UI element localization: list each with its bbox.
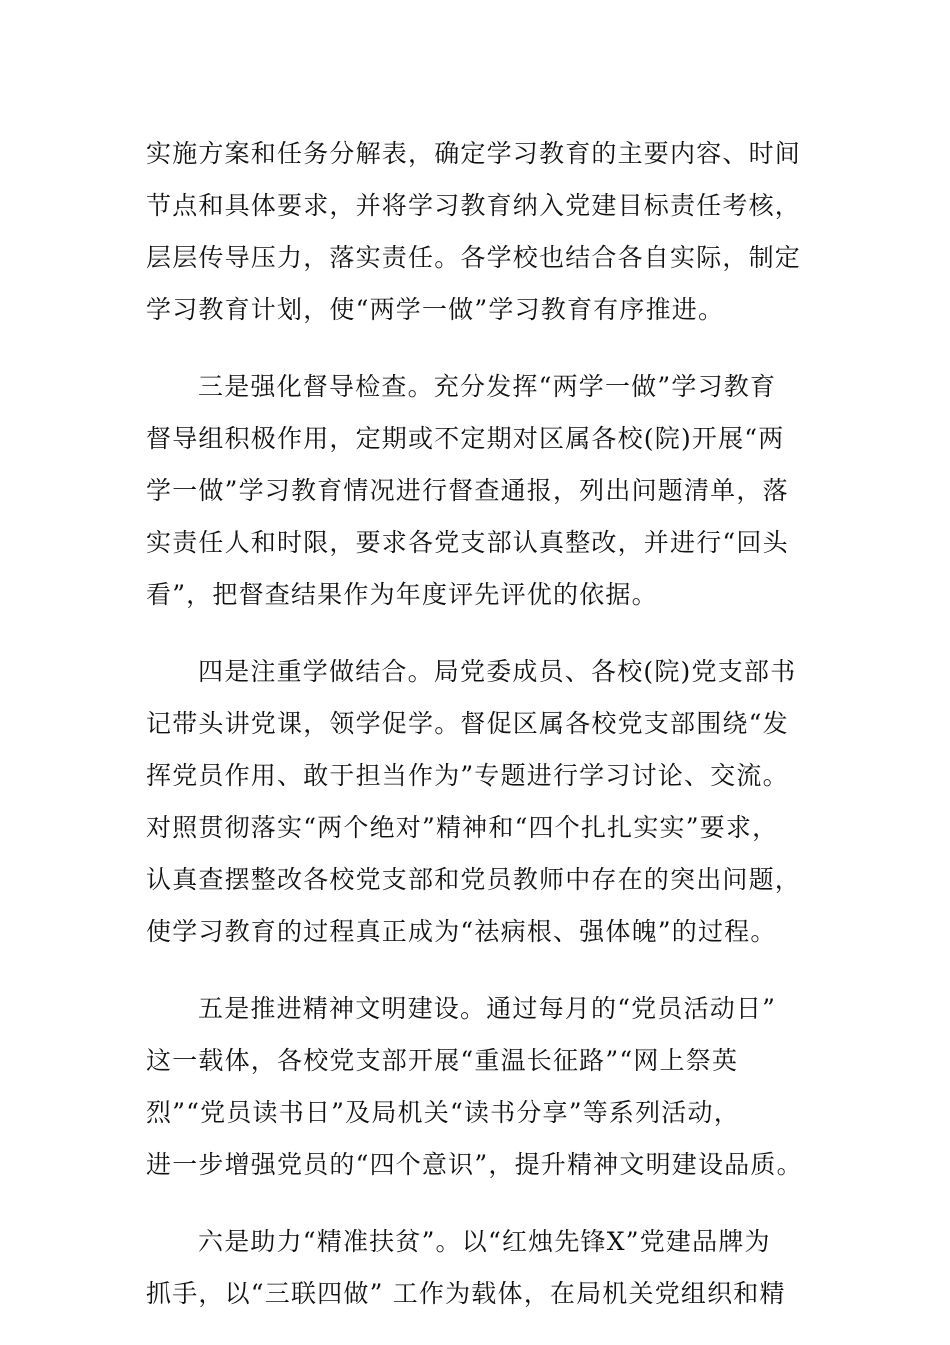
text-line: 三是强化督导检查。充分发挥“两学一做”学习教育 [198,372,777,401]
text-line: 六是助力“精准扶贫”。以“红烛先锋X”党建品牌为 [198,1227,771,1256]
text-line: 层层传导压力，落实责任。各学校也结合各自实际，制定 [146,243,802,272]
text-line: 五是推进精神文明建设。通过每月的“党员活动日” [198,994,777,1023]
paragraph-supervision [146,361,806,621]
text-line: 使学习教育的过程真正成为“祛病根、强体魄”的过程。 [146,917,777,946]
text-line: 学习教育计划，使“两学一做”学习教育有序推进。 [146,295,725,324]
text-line: 实施方案和任务分解表，确定学习教育的主要内容、时间 [146,139,802,168]
text-line: 这一载体，各校党支部开展“重温长征路”“网上祭英 [146,1046,739,1075]
text-line: 节点和具体要求，并将学习教育纳入党建目标责任考核， [146,191,802,220]
paragraph-civilization [146,983,806,1191]
paragraph-poverty-alleviation [146,1216,806,1320]
paragraph-study-practice [146,646,806,958]
text-line: 进一步增强党员的“四个意识”，提升精神文明建设品质。 [146,1150,803,1179]
text-line: 对照贯彻落实“两个绝对”精神和“四个扎扎实实”要求， [146,813,779,842]
text-line: 实责任人和时限，要求各党支部认真整改，并进行“回头 [146,528,789,557]
text-line: 记带头讲党课，领学促学。督促区属各校党支部围绕“发 [146,709,789,738]
text-line: 督导组积极作用，定期或不定期对区属各校(院)开展“两 [146,424,785,453]
text-line: 抓手，以“三联四做” 工作为载体，在局机关党组织和精 [146,1279,786,1308]
text-line: 学一做”学习教育情况进行督查通报，列出问题清单，落 [146,476,789,505]
text-line: 认真查摆整改各校党支部和党员教师中存在的突出问题， [146,865,802,894]
document-body [146,128,806,1345]
paragraph-implementation-plan [146,128,806,336]
text-line: 烈”“党员读书日”及局机关“读书分享”等系列活动， [146,1098,740,1127]
text-line: 挥党员作用、敢于担当作为”专题进行学习讨论、交流。 [146,761,789,790]
text-line: 四是注重学做结合。局党委成员、各校(院)党支部书 [198,657,797,686]
text-line: 看”，把督查结果作为年度评先评优的依据。 [146,580,658,609]
